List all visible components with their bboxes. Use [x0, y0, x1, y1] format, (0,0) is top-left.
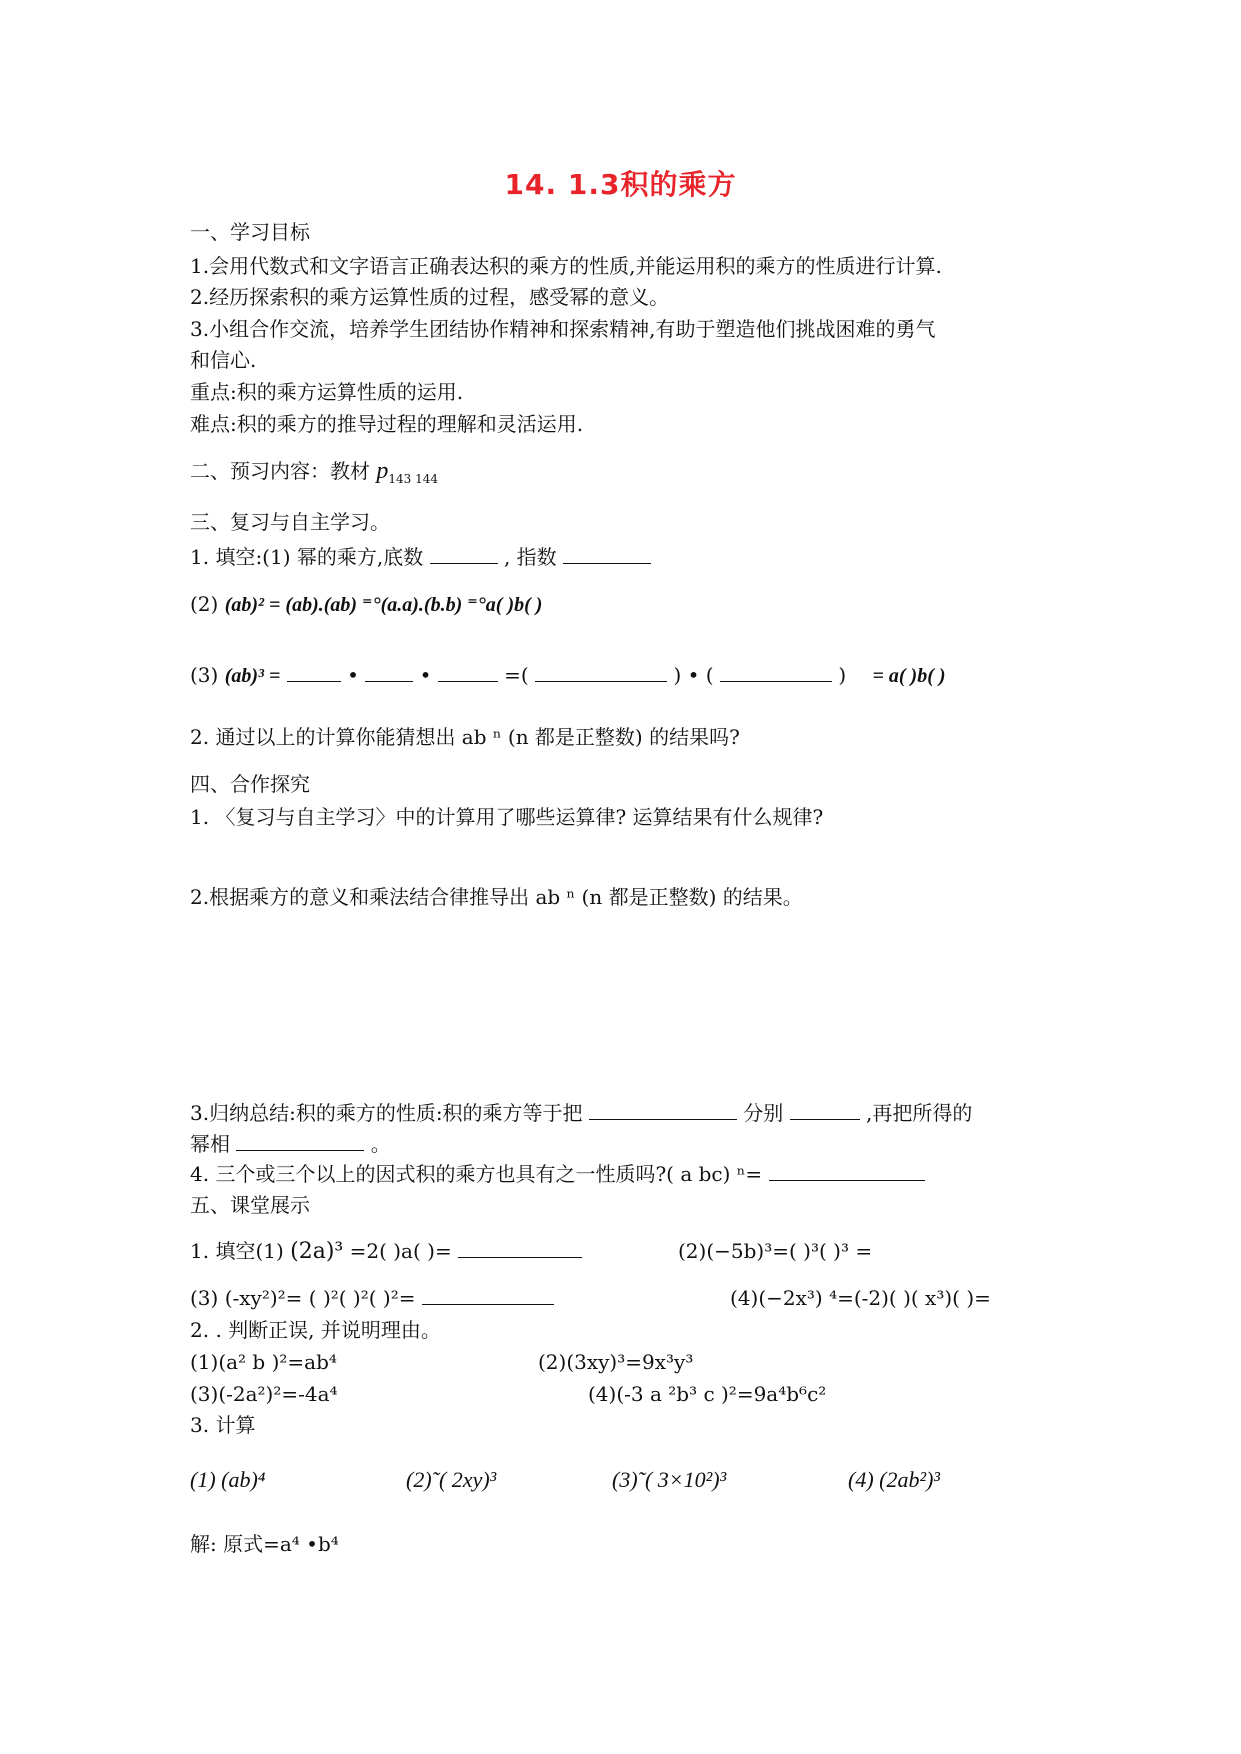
calc-4: (4) (2ab²)³ — [848, 1467, 940, 1492]
explore-question-1: 1. 〈复习与自主学习〉中的计算用了哪些运算律? 运算结果有什么规律? — [190, 805, 824, 829]
summary-text-2: 分别 — [743, 1101, 784, 1125]
section5-heading: 五、课堂展示 — [190, 1193, 310, 1217]
key-point: 重点:积的乘方运算性质的运用. — [190, 380, 464, 404]
q3-tail: = a( )b( ) — [872, 665, 946, 687]
q3-blank-3 — [438, 663, 498, 682]
fill-question-3: (3) (ab)³ = • • =( ) • ( ) = a( )b( ) — [190, 663, 946, 687]
three-factor-question — [190, 1160, 925, 1188]
fill-3-blank — [422, 1286, 554, 1305]
three-factor-text: 4. 三个或三个以上的因式积的乘方也具有之一性质吗?( a bc) ⁿ= — [190, 1162, 763, 1186]
calc-1: (1) (ab)⁴ — [190, 1467, 266, 1492]
goal-1: 1.会用代数式和文字语言正确表达积的乘方的性质,并能运用积的乘方的性质进行计算. — [190, 254, 942, 278]
q3-dot-2: • — [419, 663, 432, 687]
summary-question-cont — [190, 1130, 391, 1158]
calc-heading: 3. 计算 — [190, 1413, 256, 1437]
fill-question-1-text-2: , 指数 — [503, 545, 557, 569]
q2-expression: (ab)² = (ab).(ab) ⁼°(a.a).(b.b) ⁼°a( )b( ) — [224, 594, 543, 616]
q3-dot-3: • — [687, 663, 700, 687]
summary-blank-3 — [236, 1132, 364, 1151]
fill-row-1 — [190, 1237, 582, 1266]
summary-question — [190, 1099, 972, 1127]
q2-number: (2) — [190, 592, 219, 616]
fill-question-1 — [190, 543, 651, 571]
fill-question-1-text: 1. 填空:(1) 幂的乘方,底数 — [190, 545, 424, 569]
section2-heading — [190, 457, 438, 493]
section2-label: 二、预习内容：教材 — [190, 459, 370, 483]
calc-2: (2)˜( 2xy)³ — [406, 1467, 497, 1492]
q3-blank-2 — [365, 663, 413, 682]
q3-blank-1 — [287, 663, 341, 682]
blank-exponent — [563, 545, 651, 564]
summary-text-4: 幂相 — [190, 1132, 230, 1156]
section3-heading: 三、复习与自主学习。 — [190, 510, 390, 534]
q3-lead: (ab)³ = — [224, 665, 281, 687]
judge-4: (4)(-3 a ²b³ c )²=9a⁴b⁶c² — [588, 1382, 827, 1406]
q3-blank-5 — [720, 663, 832, 682]
summary-text-3: ,再把所得的 — [866, 1101, 973, 1125]
explore-question-2: 2.根据乘方的意义和乘法结合律推导出 ab ⁿ (n 都是正整数) 的结果。 — [190, 885, 803, 909]
section1-heading: 一、学习目标 — [190, 220, 310, 244]
goal-3: 3.小组合作交流，培养学生团结协作精神和探索精神,有助于塑造他们挑战困难的勇气 — [190, 317, 936, 341]
q3-close-2: ) — [838, 663, 847, 687]
summary-blank-2 — [790, 1101, 860, 1120]
fill-1-blank — [458, 1239, 582, 1258]
page-range: 143 144 — [388, 472, 438, 486]
blank-base — [430, 545, 498, 564]
goal-3-cont: 和信心. — [190, 348, 257, 372]
judge-3: (3)(-2a²)²=-4a⁴ — [190, 1382, 338, 1406]
page-symbol: p — [376, 458, 389, 484]
q3-dot-1: • — [347, 663, 359, 687]
q3-blank-4 — [535, 663, 667, 682]
summary-text-5: 。 — [370, 1132, 391, 1156]
summary-blank-1 — [589, 1101, 737, 1120]
section4-heading: 四、合作探究 — [190, 772, 310, 796]
solution-line: 解: 原式=a⁴ •b⁴ — [190, 1532, 339, 1556]
fill-question-2 — [190, 590, 542, 619]
guess-question: 2. 通过以上的计算你能猜想出 ab ⁿ (n 都是正整数) 的结果吗? — [190, 725, 740, 749]
page-title: 14. 1.3积的乘方 — [504, 168, 737, 201]
fill-row-2 — [190, 1284, 554, 1312]
three-factor-blank — [769, 1162, 925, 1181]
judge-2: (2)(3xy)³=9x³y³ — [538, 1350, 694, 1374]
calc-3: (3)˜( 3×10²)³ — [612, 1467, 727, 1492]
fill-1-expr: (2a)³ — [290, 1239, 344, 1264]
fill-4: (4)(−2x³) ⁴=(-2)( )( x³)( )= — [730, 1286, 991, 1310]
fill-3: (3) (-xy²)²= ( )²( )²( )²= — [190, 1286, 416, 1310]
q3-equals: =( — [504, 663, 529, 687]
difficult-point: 难点:积的乘方的推导过程的理解和灵活运用. — [190, 412, 584, 436]
summary-text-1: 3.归纳总结:积的乘方的性质:积的乘方等于把 — [190, 1101, 583, 1125]
fill-1-rhs: =2( )a( )= — [349, 1239, 452, 1263]
q3-close-1: ) — [673, 663, 682, 687]
goal-2: 2.经历探索积的乘方运算性质的过程，感受幂的意义。 — [190, 285, 670, 309]
q3-number: (3) — [190, 663, 219, 687]
fill-2: (2)(−5b)³=( )³( )³ = — [678, 1239, 873, 1263]
judge-1: (1)(a² b )²=ab⁴ — [190, 1350, 337, 1374]
judge-heading: 2. . 判断正误, 并说明理由。 — [190, 1318, 441, 1342]
fill-1-label: 1. 填空(1) — [190, 1239, 284, 1263]
